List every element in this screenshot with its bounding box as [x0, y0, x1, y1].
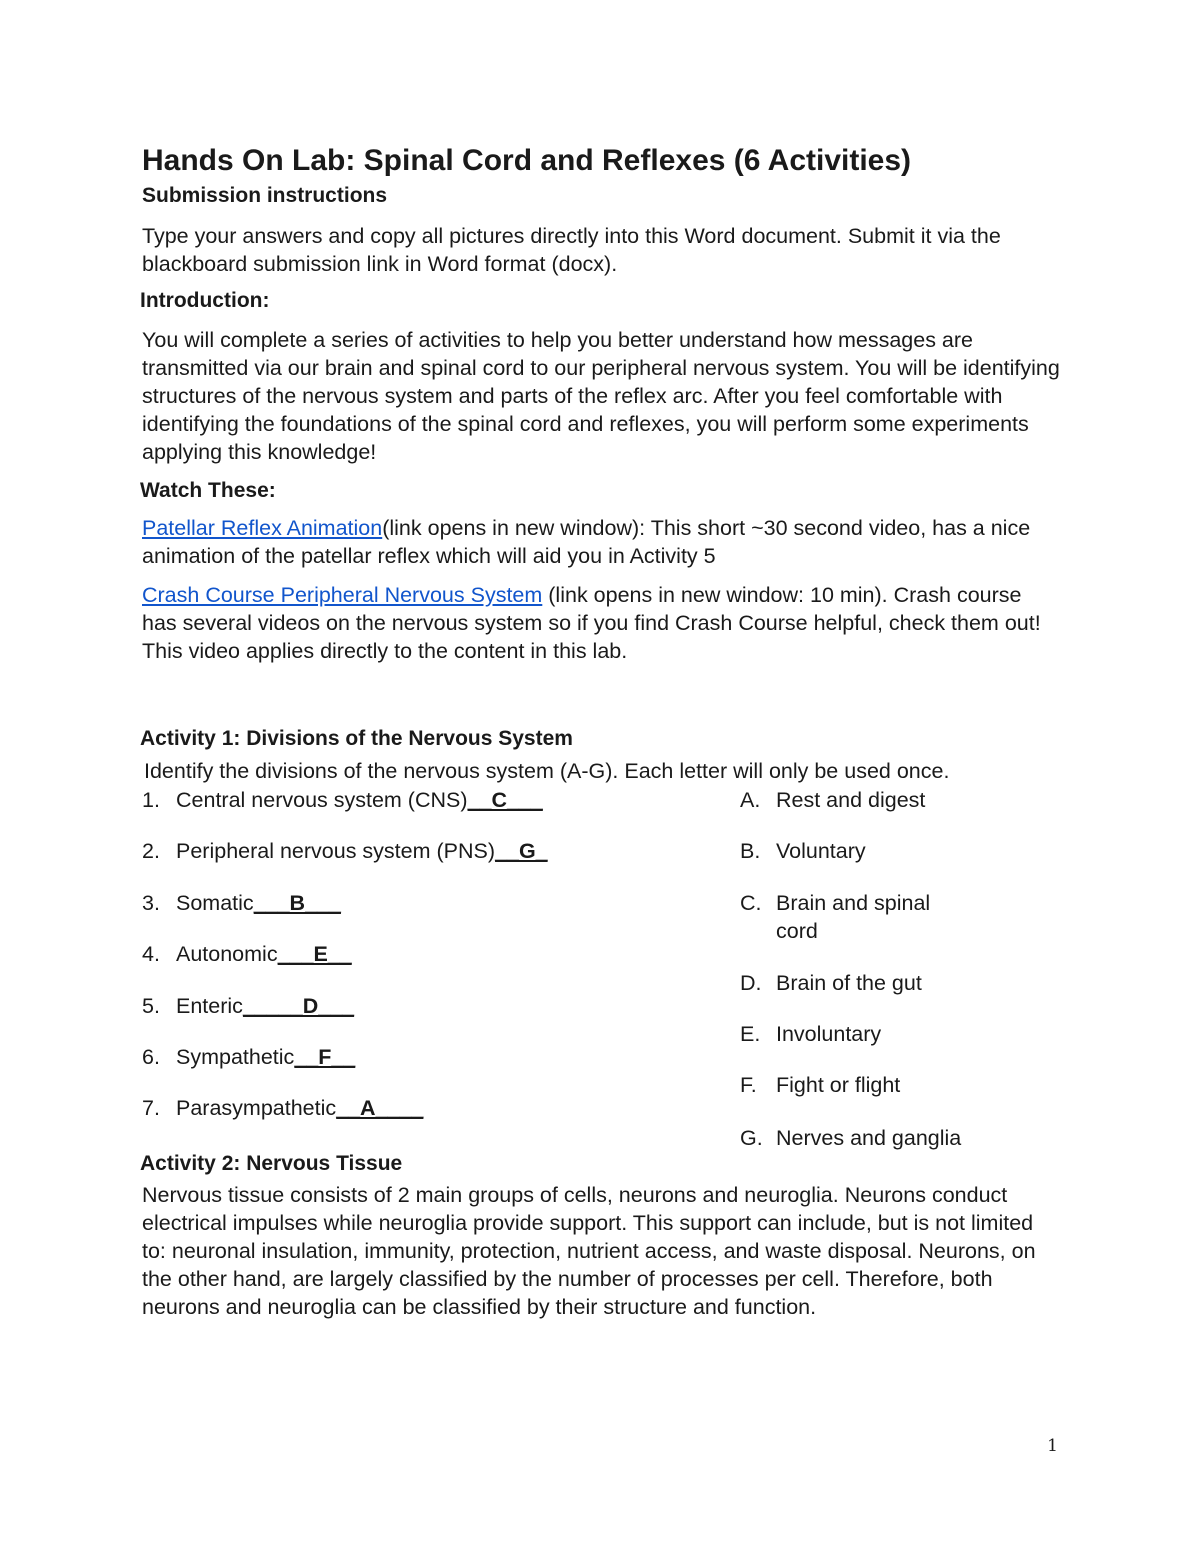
- answer-blank[interactable]: ___B___: [253, 891, 341, 915]
- question-3: 3. Somatic___B___: [142, 891, 341, 915]
- question-4: 4. Autonomic___E__: [142, 942, 352, 966]
- question-7: 7. Parasympathetic__A____: [142, 1096, 424, 1120]
- answer-blank[interactable]: ___E__: [277, 942, 352, 966]
- answer-blank[interactable]: __G_: [495, 839, 548, 863]
- option-a: A. Rest and digest: [740, 788, 926, 812]
- question-6: 6. Sympathetic__F__: [142, 1045, 356, 1069]
- question-5: 5. Enteric_____D___: [142, 994, 355, 1018]
- answer-blank[interactable]: __A____: [336, 1096, 424, 1120]
- answer-blank[interactable]: _____D___: [242, 994, 355, 1018]
- watch-item-2-text: (link opens in new window: 10 min). Crash course has several videos on the nervous system so if you find Crash Course helpful, check them out! This video applies directly to the content in this lab.: [142, 583, 1041, 663]
- document-title: Hands On Lab: Spinal Cord and Reflexes (6 Activities): [142, 144, 912, 177]
- page-number: 1: [1047, 1436, 1058, 1456]
- question-1: 1. Central nervous system (CNS)__C___: [142, 788, 543, 812]
- activity1-heading: Activity 1: Divisions of the Nervous System: [140, 727, 573, 750]
- crash-course-link[interactable]: Crash Course Peripheral Nervous System: [142, 583, 543, 607]
- option-b: B. Voluntary: [740, 839, 866, 863]
- answer-blank[interactable]: __F__: [294, 1045, 356, 1069]
- activity1-instructions: Identify the divisions of the nervous system (A-G). Each letter will only be used once.: [144, 759, 950, 783]
- submission-text: Type your answers and copy all pictures directly into this Word document. Submit it via the blackboard submission link in Word format (docx).: [142, 224, 1001, 276]
- option-e: E. Involuntary: [740, 1022, 882, 1046]
- option-d: D. Brain of the gut: [740, 971, 922, 995]
- introduction-text: You will complete a series of activities to help you better understand how messages are transmitted via our brain and spinal cord to our peripheral nervous system. You will be identifying structures of the nervous system and parts of the reflex arc. After you feel comfortable with identifying the foundations of the spinal cord and reflexes, you will perform some experiments applying this knowledge!: [142, 328, 1060, 464]
- option-c: C. Brain and spinal cord: [740, 891, 931, 943]
- question-2: 2. Peripheral nervous system (PNS)__G_: [142, 839, 548, 863]
- watch-item-1: [142, 514, 1062, 570]
- patellar-reflex-link[interactable]: Patellar Reflex Animation: [142, 516, 383, 540]
- submission-heading: Submission instructions: [142, 184, 388, 207]
- activity2-heading: Activity 2: Nervous Tissue: [140, 1152, 403, 1175]
- option-f: F. Fight or flight: [740, 1073, 901, 1097]
- activity2-text: Nervous tissue consists of 2 main groups of cells, neurons and neuroglia. Neurons conduct electrical impulses while neuroglia provide support. This support can include, but is not limited to: neuronal insulation, immunity, protection, nutrient access, and waste disposal. Neurons, on the other hand, are largely classified by the number of processes per cell. Therefore, both neurons and neuroglia can be classified by their structure and function.: [142, 1183, 1036, 1319]
- watch-heading: Watch These:: [140, 479, 276, 502]
- watch-item-1-text: (link opens in new window): This short ~30 second video, has a nice animation of the patellar reflex which will aid you in Activity 5: [142, 516, 1031, 568]
- watch-item-2: [142, 581, 1062, 665]
- introduction-heading: Introduction:: [140, 289, 270, 312]
- option-g: G. Nerves and ganglia: [740, 1126, 962, 1150]
- answer-blank[interactable]: __C___: [467, 788, 543, 812]
